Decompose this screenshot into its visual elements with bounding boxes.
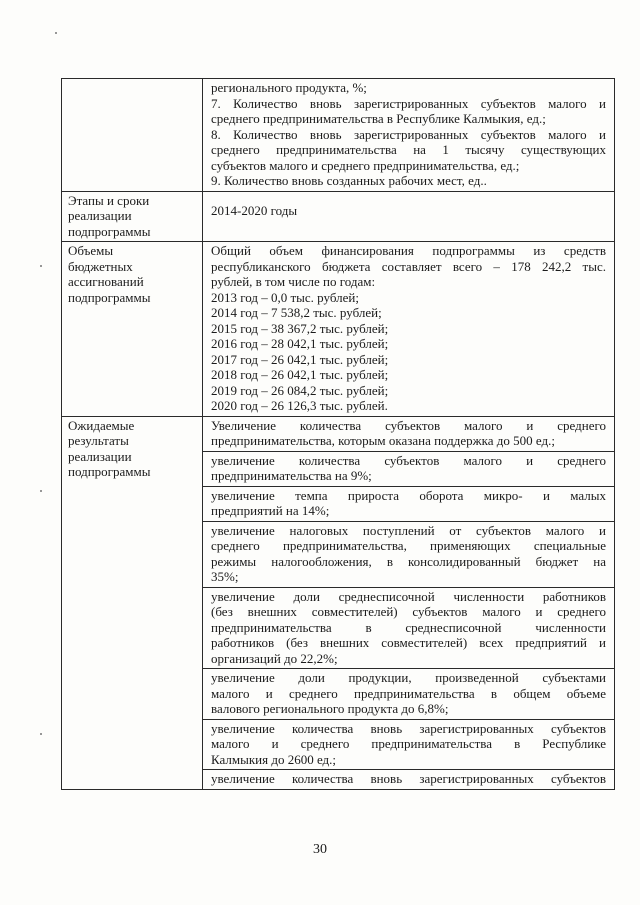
text-line: работников (без внешних совместителей) всех предприятий и: [211, 635, 606, 650]
text-line: 35%;: [211, 569, 239, 584]
budget-label: [62, 242, 203, 417]
result-item: [211, 523, 606, 585]
text-line: предприятий на 14%;: [211, 503, 330, 518]
budget-value-cell: [203, 242, 615, 417]
result-item: [211, 418, 606, 449]
scan-speck: [40, 733, 42, 735]
label-line: подпрограммы: [68, 464, 151, 479]
year-line: 2016 год – 28 042,1 тыс. рублей;: [211, 336, 389, 351]
scan-speck: [55, 32, 57, 34]
year-line: 2019 год – 26 084,2 тыс. рублей;: [211, 382, 389, 398]
text-line: увеличение налоговых поступлений от субъектов малого и: [211, 522, 606, 538]
text-line: организаций до 22,2%;: [211, 650, 338, 666]
result-item: [211, 721, 606, 768]
text-line: увеличение доли среднесписочной численности работников: [211, 588, 606, 604]
label-line: результаты: [68, 433, 129, 448]
result-item: [211, 453, 606, 484]
text-line: увеличение количества субъектов малого и среднего: [211, 452, 606, 468]
text-line: валового регионального продукта до 6,8%;: [211, 701, 449, 716]
text-line: предпринимательства, которым оказана поддержка до 500 ед.;: [211, 433, 555, 448]
results-label: [62, 416, 203, 789]
stages-label: [62, 191, 203, 242]
text-line: Калмыкия до 2600 ед.;: [211, 751, 337, 767]
table-row: [62, 416, 615, 789]
text-line: предпринимательства в среднесписочной численности: [211, 619, 606, 635]
scan-speck: [40, 265, 42, 267]
text-line: увеличение доли продукции, произведенной субъектами: [211, 670, 606, 685]
label-line: подпрограммы: [68, 223, 151, 239]
stages-value-cell: [203, 191, 615, 242]
results-value-cell: [203, 416, 615, 789]
label-line: бюджетных: [68, 258, 133, 274]
label-line: подпрограммы: [68, 289, 151, 305]
divider: [203, 668, 614, 669]
text-line: малого и среднего предпринимательства в Республике: [211, 736, 606, 751]
divider: [203, 451, 614, 452]
text-line: среднего предпринимательства, применяющих специальные: [211, 538, 606, 553]
divider: [203, 719, 614, 720]
result-item: [211, 488, 606, 519]
table-row: [62, 79, 615, 192]
indicators-cell: [203, 79, 615, 192]
divider: [203, 521, 614, 522]
text-line: увеличение количества вновь зарегистрированных субъектов: [211, 720, 606, 736]
text-line: 8. Количество вновь зарегистрированных субъектов малого и: [211, 126, 606, 142]
result-item: [211, 771, 606, 787]
divider: [203, 769, 614, 770]
text-line: увеличение количества вновь зарегистрированных субъектов: [211, 771, 606, 786]
year-line: 2015 год – 38 367,2 тыс. рублей;: [211, 320, 389, 336]
label-line: Этапы и сроки: [68, 192, 150, 208]
scan-speck: [40, 490, 42, 492]
text-line: 7. Количество вновь зарегистрированных субъектов малого и: [211, 95, 606, 111]
text-line: 9. Количество вновь созданных рабочих мест, ед..: [211, 173, 487, 188]
text-line: среднего предпринимательства в Республике Калмыкия, ед.;: [211, 111, 546, 126]
passport-table: [61, 78, 615, 790]
page-number: 30: [313, 842, 327, 857]
year-line: 2018 год – 26 042,1 тыс. рублей;: [211, 367, 389, 382]
text-line: (без внешних совместителей) субъектов малого и среднего: [211, 604, 606, 619]
label-line: Ожидаемые: [68, 417, 135, 433]
text-line: малого и среднего предпринимательства в общем объеме: [211, 685, 606, 701]
result-item: [211, 589, 606, 667]
divider: [203, 587, 614, 588]
table-row: [62, 242, 615, 417]
text-line: режимы налогообложения, в консолидированный бюджет на: [211, 553, 606, 569]
text-line: Общий объем финансирования подпрограммы из средств: [211, 243, 606, 258]
text-line: рублей, в том числе по годам:: [211, 274, 376, 289]
label-line: Объемы: [68, 243, 114, 258]
text-line: предпринимательства на 9%;: [211, 468, 372, 483]
year-line: 2020 год – 26 126,3 тыс. рублей.: [211, 398, 388, 413]
label-line: реализации: [68, 448, 132, 464]
divider: [203, 486, 614, 487]
label-line: реализации: [68, 208, 132, 223]
year-line: 2014 год – 7 538,2 тыс. рублей;: [211, 305, 382, 320]
row-label-empty: [62, 79, 203, 192]
text-line: Увеличение количества субъектов малого и среднего: [211, 417, 606, 433]
text-line: субъектов малого и среднего предпринимательства, ед.;: [211, 157, 520, 173]
result-item: [211, 670, 606, 717]
text-line: регионального продукта, %;: [211, 80, 367, 95]
label-line: ассигнований: [68, 274, 144, 289]
year-line: 2017 год – 26 042,1 тыс. рублей;: [211, 351, 389, 367]
period-value: 2014-2020 годы: [211, 202, 298, 218]
text-line: республиканского бюджета составляет всего – 178 242,2 тыс.: [211, 258, 606, 274]
year-line: 2013 год – 0,0 тыс. рублей;: [211, 289, 359, 305]
text-line: увеличение темпа прироста оборота микро- и малых: [211, 487, 606, 503]
table-row: [62, 191, 615, 242]
text-line: среднего предпринимательства на 1 тысячу существующих: [211, 142, 606, 157]
